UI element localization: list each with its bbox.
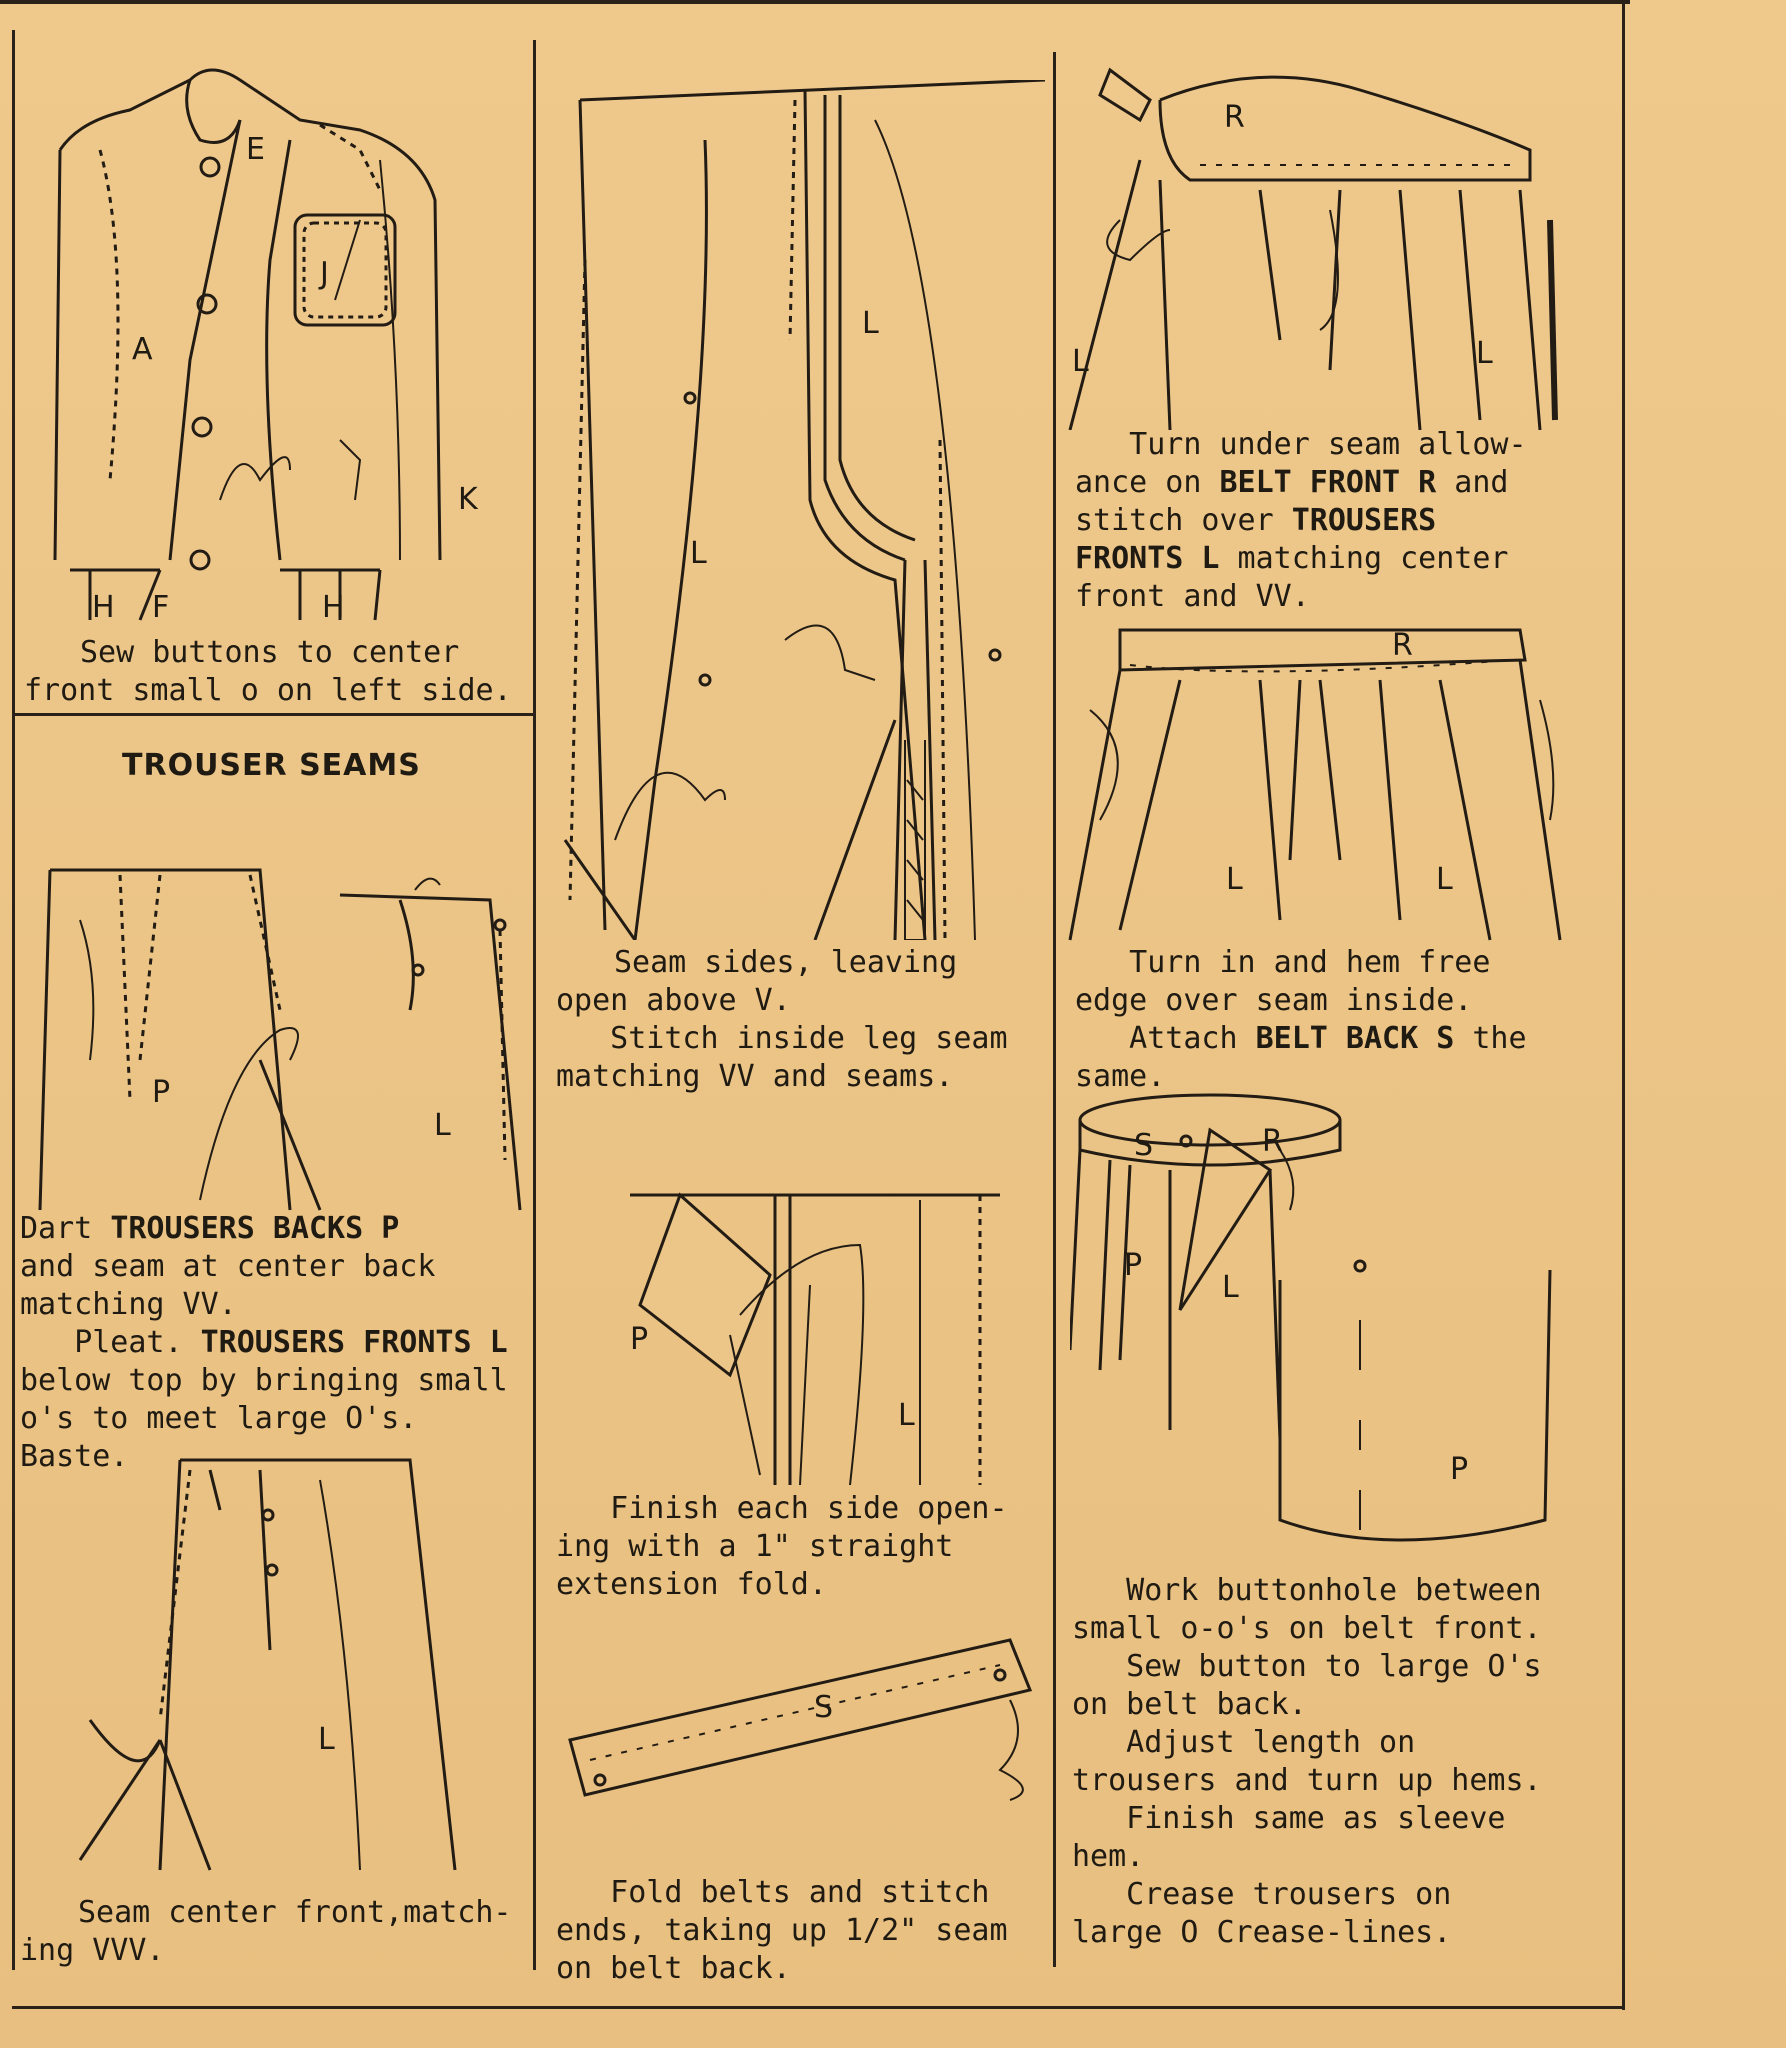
finished-caption-1: Work buttonhole between xyxy=(1072,1573,1542,1608)
side-caption-1: Seam sides, leaving xyxy=(614,945,958,980)
jacket-label-k: K xyxy=(458,482,478,517)
belt-front-illustration xyxy=(1060,60,1580,430)
opening-caption-1: Finish each side open- xyxy=(556,1491,1008,1526)
beltfront-label-l2: L xyxy=(1476,336,1493,371)
right-border xyxy=(1622,0,1625,2010)
column-divider-2 xyxy=(1053,52,1056,1967)
column-divider-left xyxy=(12,30,15,1970)
belt-label-s: S xyxy=(814,1690,834,1725)
back-label-l: L xyxy=(434,1108,451,1143)
trousers-front-seam-illustration xyxy=(60,1450,480,1880)
side-label-l2: L xyxy=(690,536,707,571)
column-divider-1 xyxy=(533,40,536,1970)
finished-caption-6: trousers and turn up hems. xyxy=(1072,1763,1542,1798)
beltfront-caption: Turn under seam allow- ance on BELT FRONT R and stitch over TROUSERS FRONTS L matching center front and VV. xyxy=(1075,427,1527,614)
jacket-label-h2: H xyxy=(322,590,345,625)
finished-caption-5: Adjust length on xyxy=(1072,1725,1416,1760)
finished-caption-7: Finish same as sleeve xyxy=(1072,1801,1506,1836)
hem-label-l1: L xyxy=(1226,862,1243,897)
finished-label-r: R xyxy=(1262,1124,1283,1159)
hem-label-r: R xyxy=(1392,628,1413,663)
finished-caption-4: on belt back. xyxy=(1072,1687,1307,1722)
side-opening-illustration xyxy=(620,1185,1010,1495)
back-label-p: P xyxy=(152,1075,171,1110)
jacket-label-h1: H xyxy=(92,590,115,625)
side-caption-3: Stitch inside leg seam xyxy=(556,1021,1008,1056)
hem-caption: Turn in and hem free edge over seam inside. Attach BELT BACK S the same. xyxy=(1075,945,1527,1094)
finished-label-p2: P xyxy=(1450,1452,1469,1487)
finished-label-s: S xyxy=(1134,1128,1154,1163)
beltfront-label-r: R xyxy=(1224,100,1245,135)
beltfront-label-l1: L xyxy=(1072,344,1089,379)
finished-caption-9: Crease trousers on xyxy=(1072,1877,1452,1912)
jacket-label-e: E xyxy=(246,132,265,167)
belt-caption-3: on belt back. xyxy=(556,1951,791,1986)
top-border xyxy=(0,0,1630,4)
side-seam-illustration xyxy=(555,80,1045,940)
jacket-caption-2: front small o on left side. xyxy=(24,673,512,708)
opening-caption-2: ing with a 1" straight xyxy=(556,1529,954,1564)
hem-label-l2: L xyxy=(1436,862,1453,897)
front-caption-2: ing VVV. xyxy=(20,1933,165,1968)
jacket-label-f: F xyxy=(152,590,170,625)
belt-illustration xyxy=(560,1620,1040,1820)
jacket-caption-1: Sew buttons to center xyxy=(80,635,460,670)
section-divider xyxy=(12,713,535,716)
finished-label-p1: P xyxy=(1124,1248,1143,1283)
finished-caption-3: Sew button to large O's xyxy=(1072,1649,1542,1684)
section-title: TROUSER SEAMS xyxy=(122,748,421,783)
belt-caption-2: ends, taking up 1/2" seam xyxy=(556,1913,1008,1948)
finished-caption-10: large O Crease-lines. xyxy=(1072,1915,1452,1950)
jacket-label-j: J xyxy=(320,256,329,291)
side-caption-4: matching VV and seams. xyxy=(556,1059,954,1094)
trousers-back-dart-illustration xyxy=(20,860,530,1220)
hem-edge-illustration xyxy=(1060,620,1580,950)
front-caption-1: Seam center front,match- xyxy=(78,1895,512,1930)
front-label-l: L xyxy=(318,1722,335,1757)
jacket-front-illustration xyxy=(40,60,520,630)
finished-caption-8: hem. xyxy=(1072,1839,1145,1874)
finished-label-l: L xyxy=(1222,1270,1239,1305)
jacket-label-a: A xyxy=(132,332,153,367)
opening-caption-3: extension fold. xyxy=(556,1567,827,1602)
opening-label-l: L xyxy=(898,1398,915,1433)
side-label-l1: L xyxy=(862,306,879,341)
back-caption: Dart TROUSERS BACKS P and seam at center back matching VV. Pleat. TROUSERS FRONTS L below top by bringing small o's to meet large O's. Baste. xyxy=(20,1211,508,1474)
side-caption-2: open above V. xyxy=(556,983,791,1018)
bottom-border xyxy=(12,2006,1624,2009)
belt-caption-1: Fold belts and stitch xyxy=(556,1875,990,1910)
finished-caption-2: small o-o's on belt front. xyxy=(1072,1611,1542,1646)
opening-label-p: P xyxy=(630,1322,649,1357)
